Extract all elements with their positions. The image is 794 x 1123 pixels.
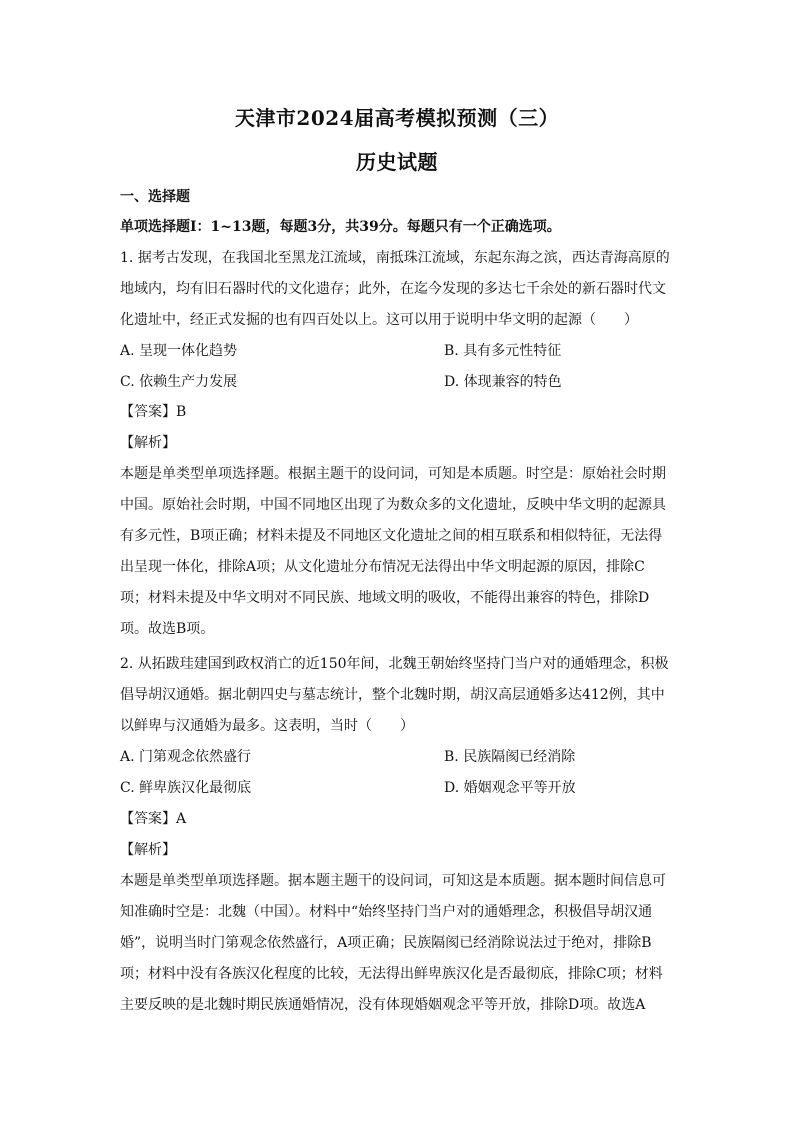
exam-title: 天津市2024届高考模拟预测（三）	[234, 106, 560, 130]
question-2-analysis-line-2: 知准确时空是：北魏（中国）。材料中“始终坚持门当户对的通婚理念，积极倡导胡汉通	[120, 904, 653, 920]
question-2-stem-line-2: 倡导胡汉通婚。据北朝四史与墓志统计，整个北魏时期，胡汉高层通婚多达412例，其中	[120, 687, 665, 703]
question-1-stem-line-2: 地域内，均有旧石器时代的文化遗存；此外，在迄今发现的多达七千余处的新石器时代文	[120, 281, 666, 297]
question-1-option-b: B. 具有多元性特征	[444, 343, 562, 359]
question-2-analysis-line-3: 婚”，说明当时门第观念依然盛行，A项正确；民族隔阂已经消除说法过于绝对，排除B	[120, 935, 652, 951]
question-1-analysis-line-5: 项；材料未提及中华文明对不同民族、地域文明的吸收，不能得出兼容的特色，排除D	[120, 590, 650, 606]
question-2-option-c: C. 鲜卑族汉化最彻底	[120, 780, 252, 796]
section-heading: 一、选择题	[120, 189, 190, 205]
question-1-option-a: A. 呈现一体化趋势	[120, 343, 238, 359]
question-1-stem-line-3: 化遗址中，经正式发掘的也有四百处以上。这可以用于说明中华文明的起源（ ）	[120, 312, 638, 328]
question-1-stem-line-1: 1. 据考古发现，在我国北至黑龙江流域，南抵珠江流域，东起东海之滨，西达青海高原的	[120, 250, 670, 266]
question-2-answer: 【答案】A	[120, 811, 187, 827]
question-2-option-a: A. 门第观念依然盛行	[120, 749, 252, 765]
question-1-option-c: C. 依赖生产力发展	[120, 374, 238, 390]
question-2-analysis-label: 【解析】	[120, 842, 176, 858]
question-2-analysis-line-4: 项；材料中没有各族汉化程度的比较，无法得出鲜卑族汉化是否最彻底，排除C项；材料	[120, 966, 663, 982]
question-2-option-b: B. 民族隔阂已经消除	[444, 749, 576, 765]
question-1-analysis-line-4: 出呈现一体化，排除A项；从文化遗址分布情况无法得出中华文明起源的原因，排除C	[120, 559, 645, 575]
question-2-analysis-line-1: 本题是单类型单项选择题。据本题主题干的设问词，可知这是本质题。据本题时间信息可	[120, 873, 666, 889]
question-1-analysis-line-1: 本题是单类型单项选择题。根据主题干的设问词，可知是本质题。时空是：原始社会时期	[120, 466, 666, 482]
question-2-stem-line-3: 以鲜卑与汉通婚为最多。这表明，当时（ ）	[120, 718, 414, 734]
exam-subtitle: 历史试题	[356, 150, 438, 174]
question-1-analysis-line-3: 有多元性，B项正确；材料未提及不同地区文化遗址之间的相互联系和相似特征，无法得	[120, 528, 663, 544]
question-2-option-d: D. 婚姻观念平等开放	[444, 780, 576, 796]
section-instructions: 单项选择题Ⅰ：1~13题，每题3分，共39分。每题只有一个正确选项。	[120, 219, 561, 235]
question-2-analysis-line-5: 主要反映的是北魏时期民族通婚情况，没有体现婚姻观念平等开放，排除D项。故选A	[120, 997, 646, 1013]
question-1-option-d: D. 体现兼容的特色	[444, 374, 562, 390]
question-1-analysis-line-6: 项。故选B项。	[120, 621, 215, 637]
question-2-stem-line-1: 2. 从拓跋珪建国到政权消亡的近150年间，北魏王朝始终坚持门当户对的通婚理念，积极	[120, 656, 669, 672]
question-1-analysis-line-2: 中国。原始社会时期，中国不同地区出现了为数众多的文化遗址，反映中华文明的起源具	[120, 497, 666, 513]
question-1-analysis-label: 【解析】	[120, 435, 176, 451]
question-1-answer: 【答案】B	[120, 404, 187, 420]
